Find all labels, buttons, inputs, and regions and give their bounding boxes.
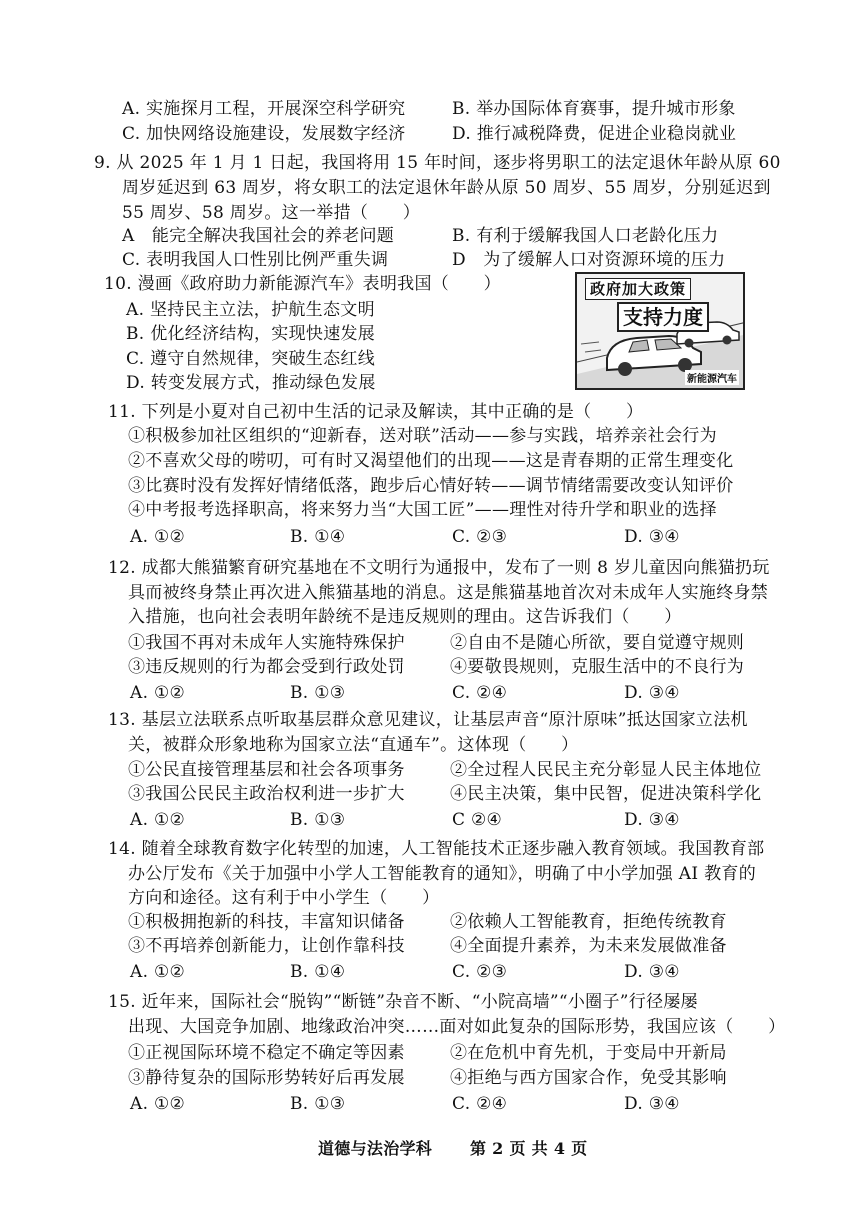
q12-answer-b: B. ①③ — [290, 683, 346, 703]
q14-answer-c: C. ②③ — [452, 962, 508, 982]
q13-answer-d: D. ③④ — [624, 810, 680, 830]
q15-item-3: ③静待复杂的国际形势转好后再发展 — [128, 1068, 405, 1088]
q8-option-b: B. 举办国际体育赛事，提升城市形象 — [452, 99, 736, 119]
q11-stem: 11. 下列是小夏对自己初中生活的记录及解读，其中正确的是（ ） — [108, 402, 644, 422]
q13-item-2: ②全过程人民民主充分彰显人民主体地位 — [450, 760, 762, 780]
q14-answer-a: A. ①② — [130, 962, 186, 982]
q13-answer-a: A. ①② — [130, 810, 186, 830]
q15-answer-d: D. ③④ — [624, 1094, 680, 1114]
footer-page-number: 第 2 页 共 4 页 — [470, 1139, 588, 1158]
q11-item-1: ①积极参加社区组织的“迎新春，送对联”活动——参与实践，培养亲社会行为 — [128, 426, 717, 446]
q13-answer-b: B. ①③ — [290, 810, 346, 830]
q14-item-2: ②依赖人工智能教育，拒绝传统教育 — [450, 912, 727, 932]
q15-item-2: ②在危机中育先机，于变局中开新局 — [450, 1043, 727, 1063]
q11-item-3: ③比赛时没有发挥好情绪低落，跑步后心情好转——调节情绪需要改变认知评价 — [128, 476, 734, 496]
q9-option-b: B. 有利于缓解我国人口老龄化压力 — [452, 226, 719, 246]
q12-item-2: ②自由不是随心所欲，要自觉遵守规则 — [450, 633, 745, 653]
q11-item-2: ②不喜欢父母的唠叨，可有时又渴望他们的出现——这是青春期的正常生理变化 — [128, 451, 734, 471]
q12-answer-a: A. ①② — [130, 683, 186, 703]
q11-answer-b: B. ①④ — [290, 527, 346, 547]
q13-item-3: ③我国公民民主政治权利进一步扩大 — [128, 784, 405, 804]
q15-item-1: ①正视国际环境不稳定不确定等因素 — [128, 1043, 405, 1063]
q15-stem-line2: 出现、大国竞争加剧、地缘政治冲突……面对如此复杂的国际形势，我国应该（ ） — [128, 1017, 786, 1037]
q12-answer-c: C. ②④ — [452, 683, 508, 703]
q11-answer-d: D. ③④ — [624, 527, 680, 547]
q13-answer-c: C ②④ — [452, 810, 503, 830]
q14-answer-b: B. ①④ — [290, 962, 346, 982]
new-energy-car-comic — [575, 272, 745, 390]
q12-stem-line3: 入措施，也向社会表明年龄统不是违反规则的理由。这告诉我们（ ） — [128, 607, 682, 627]
q10-option-c: C. 遵守自然规律，突破生态红线 — [126, 349, 376, 369]
q15-stem-line1: 15. 近年来，国际社会“脱钩”“断链”杂音不断、“小院高墙”“小圈子”行径屡屡 — [108, 992, 698, 1012]
comic-tag-text: 新能源汽车 — [685, 370, 739, 385]
q14-stem-line1: 14. 随着全球教育数字化转型的加速，人工智能技术正逐步融入教育领域。我国教育部 — [108, 839, 765, 859]
q10-stem: 10. 漫画《政府助力新能源汽车》表明我国（ ） — [104, 274, 501, 294]
q14-item-4: ④全面提升素养，为未来发展做准备 — [450, 936, 727, 956]
q14-item-3: ③不再培养创新能力，让创作靠科技 — [128, 936, 405, 956]
q11-answer-a: A. ①② — [130, 527, 186, 547]
q15-answer-a: A. ①② — [130, 1094, 186, 1114]
comic-title-text: 政府加大政策 — [585, 278, 691, 300]
q9-stem-line1: 9. 从 2025 年 1 月 1 日起，我国将用 15 年时间，逐步将男职工的法定退休年龄从原 60 — [94, 153, 781, 173]
q15-item-4: ④拒绝与西方国家合作，免受其影响 — [450, 1068, 727, 1088]
q12-stem-line1: 12. 成都大熊猫繁育研究基地在不文明行为通报中，发布了一则 8 岁儿童因向熊猫扔玩 — [108, 558, 770, 578]
q14-item-1: ①积极拥抱新的科技，丰富知识储备 — [128, 912, 405, 932]
q9-stem-line2: 周岁延迟到 63 周岁，将女职工的法定退休年龄从原 50 周岁、55 周岁，分别延迟到 — [122, 178, 771, 198]
q12-item-3: ③违反规则的行为都会受到行政处罚 — [128, 657, 405, 677]
q8-option-c: C. 加快网络设施建设，发展数字经济 — [122, 124, 406, 144]
q13-stem-line2: 关，被群众形象地称为国家立法“直通车”。这体现（ ） — [128, 735, 579, 755]
q14-answer-d: D. ③④ — [624, 962, 680, 982]
q12-answer-d: D. ③④ — [624, 683, 680, 703]
q15-answer-b: B. ①③ — [290, 1094, 346, 1114]
q8-option-d: D. 推行减税降费，促进企业稳岗就业 — [452, 124, 737, 144]
q12-stem-line2: 具而被终身禁止再次进入熊猫基地的消息。这是熊猫基地首次对未成年人实施终身禁 — [128, 583, 769, 603]
q13-stem-line1: 13. 基层立法联系点听取基层群众意见建议，让基层声音“原汁原味”抵达国家立法机 — [108, 710, 748, 730]
q8-option-a: A. 实施探月工程，开展深空科学研究 — [122, 99, 406, 119]
q9-option-a: A 能完全解决我国社会的养老问题 — [122, 226, 395, 246]
q10-option-d: D. 转变发展方式，推动绿色发展 — [126, 373, 376, 393]
comic-main-text: 支持力度 — [617, 302, 709, 332]
q12-item-1: ①我国不再对未成年人实施特殊保护 — [128, 633, 405, 653]
q9-option-c: C. 表明我国人口性别比例严重失调 — [122, 250, 389, 270]
q14-stem-line3: 方向和途径。这有利于中小学生（ ） — [128, 888, 440, 908]
q9-stem-line3: 55 周岁、58 周岁。这一举措（ ） — [122, 203, 421, 223]
q12-item-4: ④要敬畏规则，克服生活中的不良行为 — [450, 657, 745, 677]
q13-item-1: ①公民直接管理基层和社会各项事务 — [128, 760, 405, 780]
q9-option-d: D 为了缓解人口对资源环境的压力 — [452, 250, 726, 270]
q15-answer-c: C. ②④ — [452, 1094, 508, 1114]
q13-item-4: ④民主决策，集中民智，促进决策科学化 — [450, 784, 762, 804]
footer-subject: 道德与法治学科 — [318, 1139, 433, 1158]
q10-option-a: A. 坚持民主立法，护航生态文明 — [126, 300, 375, 320]
q11-answer-c: C. ②③ — [452, 527, 508, 547]
q14-stem-line2: 办公厅发布《关于加强中小学人工智能教育的通知》，明确了中小学加强 AI 教育的 — [128, 864, 756, 884]
q11-item-4: ④中考报考选择职高，将来努力当“大国工匠”——理性对待升学和职业的选择 — [128, 500, 717, 520]
q10-option-b: B. 优化经济结构，实现快速发展 — [126, 324, 376, 344]
